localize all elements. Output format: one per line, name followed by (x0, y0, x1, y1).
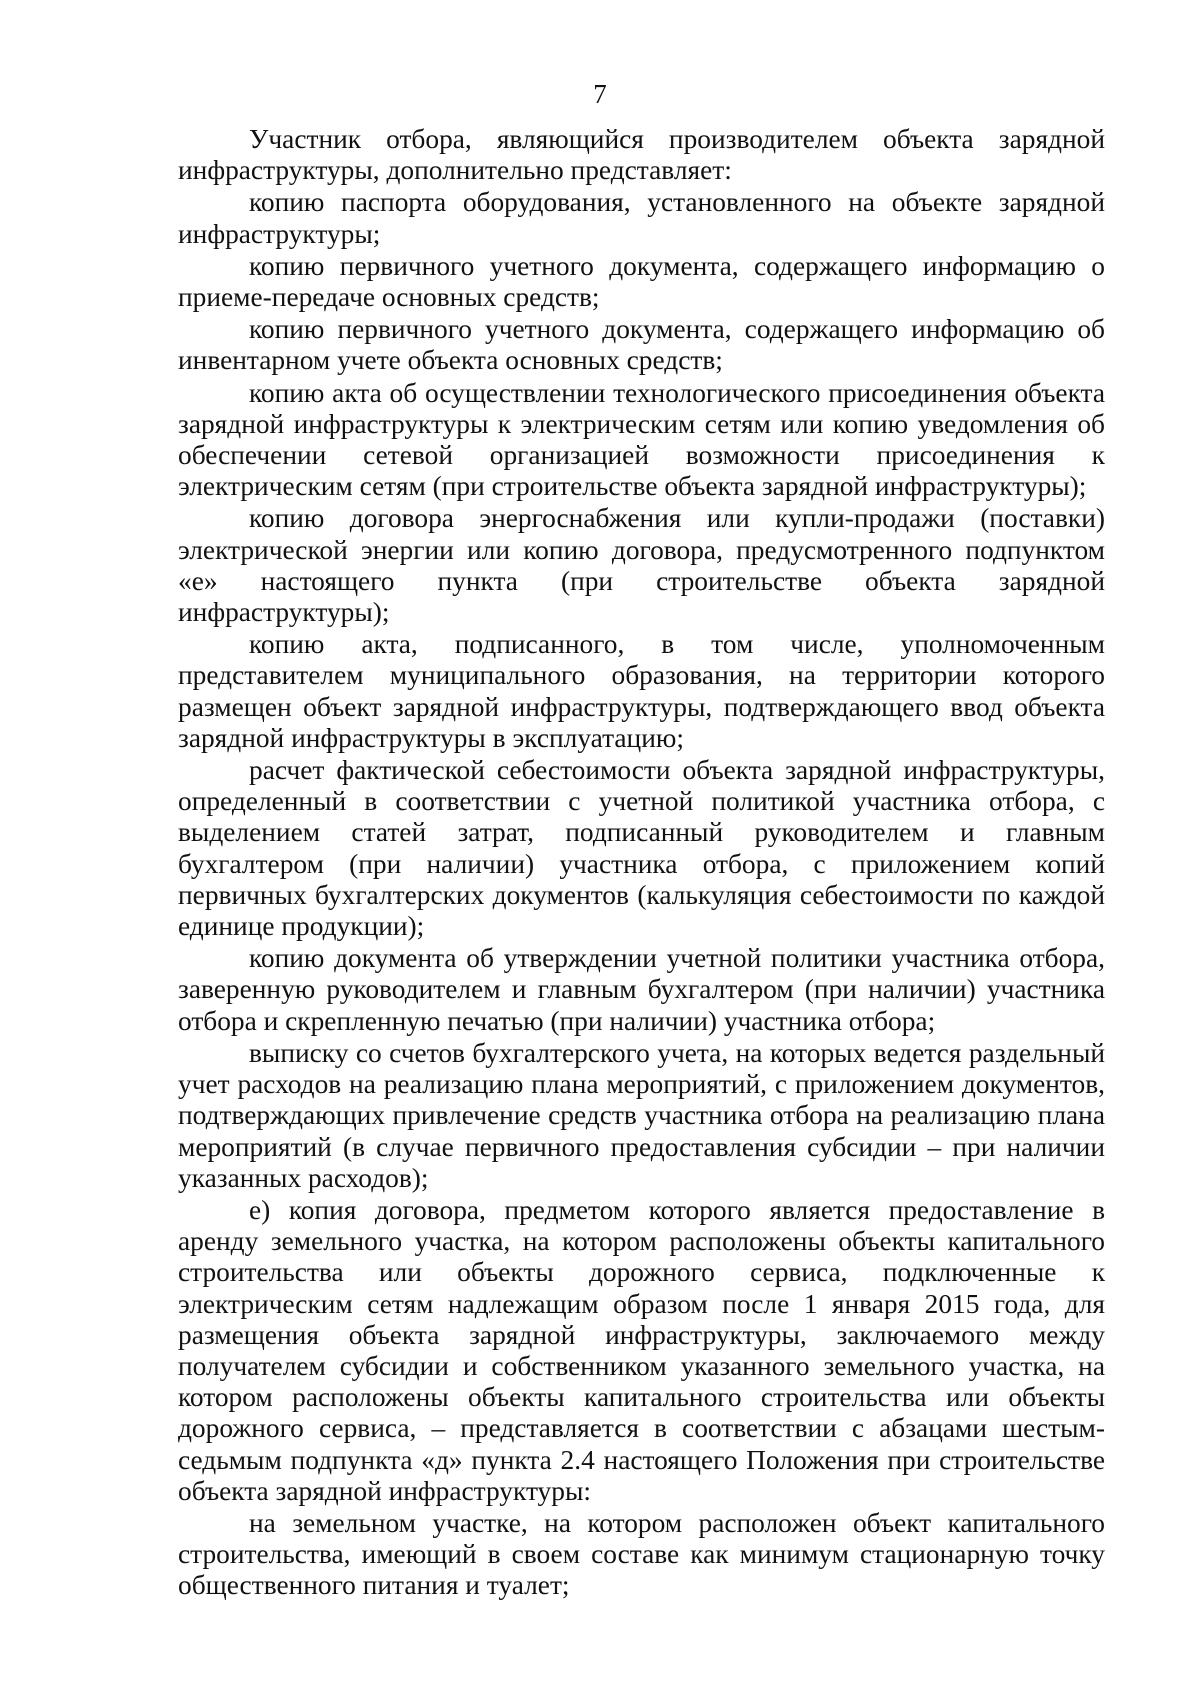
paragraph-energy-contract: копию договора энергоснабжения или купли-продажи (поставки) электрической энергии или копию договора, предусмотренного подпунктом «е» настоящего пункта (при строительстве объекта зарядной инфраструктуры); (178, 503, 1105, 628)
paragraph-accounting-policy: копию документа об утверждении учетной политики участника отбора, заверенную руководителем и главным бухгалтером (при наличии) участника отбора и скрепленную печатью (при наличии) участника отбора; (178, 943, 1105, 1036)
paragraph-intro: Участник отбора, являющийся производителем объекта зарядной инфраструктуры, дополнительно представляет: (178, 124, 1105, 186)
paragraph-land-plot: на земельном участке, на котором расположен объект капитального строительства, имеющий в своем составе как минимум стационарную точку общественного питания и туалет; (178, 1507, 1105, 1601)
paragraph-account-statement: выписку со счетов бухгалтерского учета, на которых ведется раздельный учет расходов на реализацию плана мероприятий, с приложением документов, подтверждающих привлечение средств участника отбора на реализацию плана мероприятий (в случае первичного предоставления субсидии – при наличии указанных расходов); (178, 1037, 1105, 1193)
paragraph-equipment-passport: копию паспорта оборудования, установленного на объекте зарядной инфраструктуры; (178, 187, 1105, 249)
document-body (178, 124, 1105, 1603)
paragraph-commissioning-act: копию акта, подписанного, в том числе, уполномоченным представителем муниципального образования, на территории которого размещен объект зарядной инфраструктуры, подтверждающего ввод объекта зарядной инфраструктуры в эксплуатацию; (178, 629, 1105, 753)
paragraph-asset-transfer: копию первичного учетного документа, содержащего информацию о приеме-передаче основных средств; (178, 250, 1105, 313)
paragraph-grid-connection: копию акта об осуществлении технологического присоединения объекта зарядной инфраструктуры к электрическим сетям или копию уведомления об обеспечении сетевой организацией возможности присоединения к электрическим сетям (при строительстве объекта зарядной инфраструктуры); (178, 377, 1105, 502)
paragraph-inventory-record: копию первичного учетного документа, содержащего информацию об инвентарном учете объекта основных средств; (178, 314, 1105, 376)
paragraph-lease-contract: е) копия договора, предметом которого является предоставление в аренду земельного участка, на котором расположены объекты капитального строительства или объекты дорожного сервиса, подключенные к электрическим сетям надлежащим образом после 1 января 2015 года, для размещения объекта зарядной инфраструктуры, заключаемого между получателем субсидии и собственником указанного земельного участка, на котором расположены объекты капитального строительства или объекты дорожного сервиса, – представляется в соответствии с абзацами шестым-седьмым подпункта «д» пункта 2.4 настоящего Положения при строительстве объекта зарядной инфраструктуры: (178, 1194, 1105, 1506)
paragraph-cost-calculation: расчет фактической себестоимости объекта зарядной инфраструктуры, определенный в соответствии с учетной политикой участника отбора, с выделением статей затрат, подписанный руководителем и главным бухгалтером (при наличии) участника отбора, с приложением копий первичных бухгалтерских документов (калькуляция себестоимости по каждой единице продукции); (178, 755, 1105, 942)
page-number: 7 (593, 79, 607, 109)
